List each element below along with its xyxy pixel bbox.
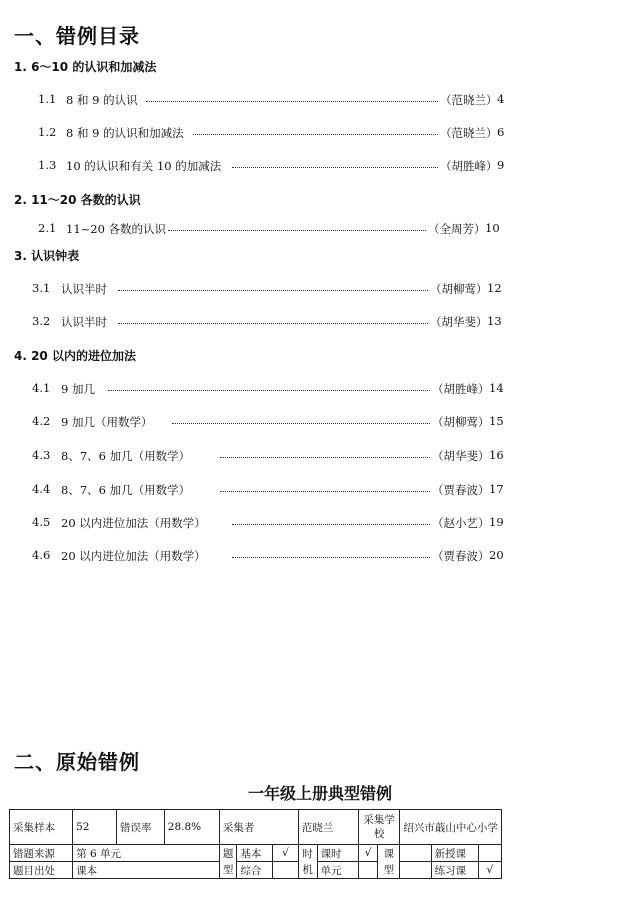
toc-entry-number: 3.1 — [32, 281, 51, 295]
toc-entry-number: 4.2 — [32, 414, 51, 428]
toc-entry-title: 10 的认识和有关 10 的加减法 — [66, 159, 222, 173]
school-label: 采集学校 — [358, 810, 400, 845]
toc-entry-page: 9 — [497, 158, 505, 172]
toc-entry-title: 8 和 9 的认识和加减法 — [66, 126, 184, 140]
origin-label: 题目出处 — [10, 862, 73, 879]
origin-value: 课本 — [73, 862, 220, 879]
toc-entry-author: （胡柳莺） — [432, 415, 490, 429]
toc-leader — [118, 290, 428, 291]
toc-entry-page: 13 — [487, 314, 502, 328]
info-table — [9, 809, 502, 879]
toc-entry-author: （贾春波） — [432, 483, 490, 497]
toc-leader — [146, 101, 438, 102]
toc-leader — [172, 423, 430, 424]
toc-entry-title: 8 和 9 的认识 — [66, 93, 138, 107]
timing-unit: 单元 — [317, 862, 358, 879]
toc-entry-page: 14 — [489, 381, 504, 395]
toc-entry-author: （贾春波） — [432, 549, 490, 563]
section-4-heading: 4. 20 以内的进位加法 — [14, 349, 136, 363]
toc-entry-title: 20 以内进位加法（用数学） — [61, 549, 206, 563]
toc-entry[interactable] — [0, 92, 640, 108]
toc-entry-page: 10 — [485, 221, 500, 235]
toc-entry-number: 4.6 — [32, 548, 51, 562]
heading-original-cases: 二、原始错例 — [14, 750, 140, 774]
timing-label: 时机 — [298, 845, 317, 879]
toc-entry-author: （胡胜峰） — [432, 382, 490, 396]
school-value: 绍兴市蕺山中心小学 — [400, 810, 502, 845]
toc-entry-page: 12 — [487, 281, 502, 295]
source-label: 错题来源 — [10, 845, 73, 862]
toc-entry-title: 认识半时 — [61, 282, 107, 296]
lesson-label: 课型 — [378, 845, 400, 879]
toc-leader — [220, 457, 430, 458]
toc-entry-author: （赵小艺） — [432, 516, 490, 530]
toc-entry[interactable] — [0, 448, 640, 464]
toc-entry-title: 认识半时 — [61, 315, 107, 329]
toc-entry-title: 11~20 各数的认识 — [66, 222, 167, 236]
timing-unit-check — [358, 862, 378, 879]
toc-entry-page: 17 — [489, 482, 504, 496]
timing-class-check: √ — [358, 845, 378, 862]
type-label: 题型 — [219, 845, 237, 879]
toc-entry-title: 8、7、6 加几（用数学） — [61, 483, 191, 497]
sample-value: 52 — [73, 810, 117, 845]
toc-entry-number: 1.2 — [38, 125, 57, 139]
toc-entry[interactable] — [0, 158, 640, 174]
toc-leader — [193, 134, 438, 135]
toc-entry-number: 1.3 — [38, 158, 57, 172]
type-basic-check: √ — [273, 845, 298, 862]
error-rate-value: 28.8% — [164, 810, 219, 845]
toc-entry-number: 2.1 — [38, 221, 57, 235]
toc-entry-author: （胡华斐） — [432, 449, 490, 463]
toc-entry-author: （胡柳莺） — [430, 282, 488, 296]
toc-entry-author: （范晓兰） — [440, 93, 498, 107]
type-comprehensive-check — [273, 862, 298, 879]
collector-value: 范晓兰 — [298, 810, 358, 845]
toc-leader — [220, 491, 430, 492]
lesson-new-check — [478, 845, 501, 862]
lesson-practice: 练习课 — [431, 862, 478, 879]
toc-leader — [118, 323, 428, 324]
toc-entry-title: 20 以内进位加法（用数学） — [61, 516, 206, 530]
toc-entry[interactable] — [0, 482, 640, 498]
type-comprehensive: 综合 — [237, 862, 273, 879]
lesson-new: 新授课 — [431, 845, 478, 862]
toc-leader — [168, 230, 426, 231]
toc-entry[interactable] — [0, 125, 640, 141]
toc-entry[interactable] — [0, 414, 640, 430]
toc-entry-title: 9 加几 — [61, 382, 95, 396]
sample-label: 采集样本 — [10, 810, 73, 845]
toc-entry-author: （胡华斐） — [430, 315, 488, 329]
toc-entry-title: 8、7、6 加几（用数学） — [61, 449, 191, 463]
lesson-practice-check: √ — [478, 862, 501, 879]
toc-entry[interactable] — [0, 381, 640, 397]
toc-entry-page: 20 — [489, 548, 504, 562]
toc-entry-page: 16 — [489, 448, 504, 462]
toc-entry-number: 1.1 — [38, 92, 57, 106]
error-rate-label: 错误率 — [117, 810, 165, 845]
toc-entry-page: 15 — [489, 414, 504, 428]
toc-entry-page: 6 — [497, 125, 505, 139]
toc-entry-author: （全周芳） — [428, 222, 486, 236]
toc-entry-number: 3.2 — [32, 314, 51, 328]
toc-entry-number: 4.3 — [32, 448, 51, 462]
toc-entry[interactable] — [0, 221, 640, 237]
toc-entry-author: （胡胜峰） — [440, 159, 498, 173]
toc-leader — [232, 524, 430, 525]
section-1-heading: 1. 6～10 的认识和加减法 — [14, 60, 157, 74]
toc-entry-page: 4 — [497, 92, 505, 106]
toc-entry[interactable] — [0, 314, 640, 330]
section-3-heading: 3. 认识钟表 — [14, 249, 80, 263]
toc-entry[interactable] — [0, 515, 640, 531]
toc-entry-page: 19 — [489, 515, 504, 529]
source-value: 第 6 单元 — [73, 845, 220, 862]
collector-label: 采集者 — [219, 810, 298, 845]
toc-entry-number: 4.1 — [32, 381, 51, 395]
toc-entry-title: 9 加几（用数学） — [61, 415, 153, 429]
timing-class: 课时 — [317, 845, 358, 862]
toc-entry-number: 4.5 — [32, 515, 51, 529]
toc-leader — [232, 167, 438, 168]
toc-entry-number: 4.4 — [32, 482, 51, 496]
heading-toc: 一、错例目录 — [14, 24, 140, 48]
toc-leader — [232, 557, 430, 558]
toc-entry[interactable] — [0, 548, 640, 564]
section-2-heading: 2. 11～20 各数的认识 — [14, 193, 141, 207]
table-title: 一年级上册典型错例 — [247, 784, 392, 803]
toc-entry[interactable] — [0, 281, 640, 297]
toc-leader — [108, 390, 430, 391]
toc-entry-author: （范晓兰） — [440, 126, 498, 140]
type-basic: 基本 — [237, 845, 273, 862]
